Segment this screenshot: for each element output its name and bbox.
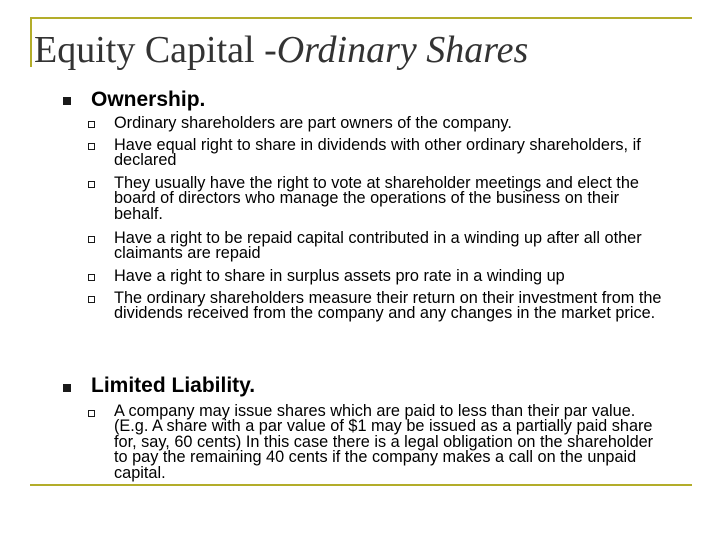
- square-bullet-icon: [63, 97, 71, 105]
- slide-title-plain: Equity Capital -: [34, 29, 277, 71]
- slide-title-italic: Ordinary Shares: [276, 29, 529, 71]
- slide-title: [34, 28, 528, 72]
- list-item: They usually have the right to vote at shareholder meetings and elect the board of directors who manage the operations of the business on their behalf.: [114, 174, 639, 223]
- square-bullet-icon: [63, 384, 71, 392]
- section-heading: Ownership.: [91, 88, 206, 111]
- list-item: Have a right to share in surplus assets pro rate in a winding up: [114, 267, 565, 285]
- list-item: Ordinary shareholders are part owners of the company.: [114, 114, 512, 132]
- section-heading: Limited Liability.: [91, 374, 256, 397]
- list-item: The ordinary shareholders measure their return on their investment from the dividends received from the company and any changes in the market price.: [114, 289, 662, 323]
- hollow-square-bullet-icon: [88, 236, 95, 243]
- list-item: Have a right to be repaid capital contributed in a winding up after all other claimants are repaid: [114, 229, 642, 263]
- left-accent-line: [30, 17, 32, 67]
- hollow-square-bullet-icon: [88, 181, 95, 188]
- hollow-square-bullet-icon: [88, 143, 95, 150]
- hollow-square-bullet-icon: [88, 274, 95, 281]
- list-item: A company may issue shares which are paid to less than their par value. (E.g. A share with a par value of $1 may be issued as a partially paid share for, say, 60 cents) In this case there is a legal obligation on the shareholder to pay the remaining 40 cents if the company makes a call on the unpaid capital.: [114, 402, 654, 482]
- hollow-square-bullet-icon: [88, 121, 95, 128]
- bottom-accent-line: [30, 484, 692, 486]
- top-accent-line: [30, 17, 692, 19]
- hollow-square-bullet-icon: [88, 410, 95, 417]
- list-item: Have equal right to share in dividends with other ordinary shareholders, if declared: [114, 136, 641, 170]
- hollow-square-bullet-icon: [88, 296, 95, 303]
